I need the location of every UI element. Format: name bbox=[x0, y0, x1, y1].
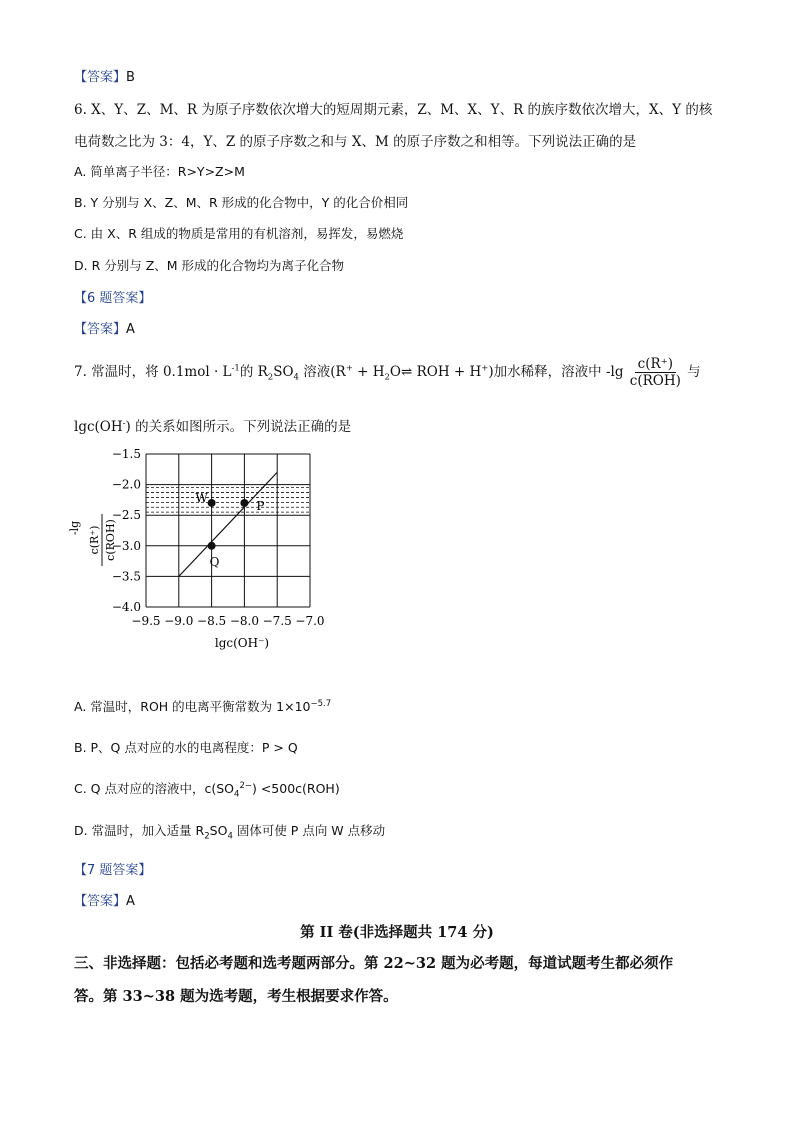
q6-section-tag: 【6 题答案】 bbox=[74, 291, 152, 306]
y-tick-label: −3.5 bbox=[111, 569, 141, 584]
y-tick-label: −2.5 bbox=[111, 508, 141, 523]
q7-option-text: D. 常温时，加入适量 R bbox=[74, 823, 205, 838]
y-axis-label bbox=[68, 514, 117, 566]
q7-option-d: D. 常温时，加入适量 $R_2SO_4$ 固体可使 P 点向 W 点移动 bbox=[74, 823, 386, 842]
q7-stem-text: lgc(OH bbox=[74, 419, 123, 435]
answer-tag: 【答案】 bbox=[74, 322, 127, 337]
q7-fraction bbox=[630, 356, 681, 389]
data-point-label: W bbox=[195, 490, 208, 505]
q7-chart bbox=[70, 440, 360, 660]
q7-stem-line2: lgc(OH-) 的关系如图所示。下列说法正确的是 bbox=[74, 418, 352, 435]
q6-option-b: B. Y 分别与 X、Z、M、R 形成的化合物中，Y 的化合价相同 bbox=[74, 195, 409, 210]
q7-option-text: C. Q 点对应的溶液中，c(SO bbox=[74, 781, 235, 796]
fraction-numerator: c(R⁺) bbox=[635, 356, 676, 373]
q7-stem-text: )加水稀释，溶液中 -lg bbox=[488, 364, 624, 380]
q7-stem-text: 溶液(R bbox=[298, 364, 346, 380]
x-axis-label: lgc(OH⁻) bbox=[214, 636, 270, 650]
q7-option-text: A. 常温时，ROH 的电离平衡常数为 1×10 bbox=[74, 699, 311, 714]
q7-option-text: 固体可使 P 点向 W 点移动 bbox=[232, 823, 386, 838]
part2-line1: 三、非选择题：包括必考题和选考题两部分。第 22~32 题为必考题，每道试题考生都必须作 bbox=[74, 955, 674, 972]
q6-option-d: D. R 分别与 Z、M 形成的化合物均为离子化合物 bbox=[74, 258, 345, 273]
x-tick-label: −8.5 bbox=[197, 614, 227, 628]
q7-option-a bbox=[74, 697, 331, 715]
data-point bbox=[240, 499, 248, 507]
q5-answer-line bbox=[74, 66, 135, 85]
q7-stem-text: ) 的关系如图所示。下列说法正确的是 bbox=[125, 419, 352, 435]
data-point-label: P bbox=[256, 498, 265, 513]
y-tick-label: −2.0 bbox=[111, 477, 141, 492]
part2-title: 第 II 卷(非选择题共 174 分) bbox=[300, 924, 494, 941]
q7-stem-text: SO bbox=[273, 364, 294, 380]
data-point-label: Q bbox=[209, 554, 220, 569]
q7-stem-line1: 7. 常温时，将 $0.1mol \cdot L^{-1}$的 $R_2SO_4$ 溶液($R^+ + H_2O\rightleftharpoons$ ROH + H+)加水稀释，溶液中 -lg $\frac{c(R^+)}{\text{c(ROH)}}$ 与 bbox=[74, 356, 701, 389]
q6-option-a: A. 简单离子半径：R>Y>Z>M bbox=[74, 164, 245, 179]
y-tick-label: −3.0 bbox=[111, 538, 141, 553]
data-point bbox=[208, 542, 216, 550]
answer-value: B bbox=[126, 70, 135, 85]
x-tick-label: −8.0 bbox=[229, 614, 259, 628]
data-point bbox=[208, 499, 216, 507]
answer-tag: 【答案】 bbox=[74, 894, 127, 909]
q7-stem-text: 与 bbox=[682, 364, 701, 380]
q7-stem-text: 的 R bbox=[239, 364, 268, 380]
y-axis-label-minus: -lg bbox=[68, 520, 81, 536]
part2-line2: 答。第 33~38 题为选考题，考生根据要求作答。 bbox=[74, 988, 398, 1005]
q7-stem-text: + H bbox=[352, 364, 385, 380]
y-tick-label: −4.0 bbox=[111, 600, 141, 614]
y-axis-label-num: c(R⁺) bbox=[88, 525, 101, 555]
x-tick-label: −9.0 bbox=[164, 614, 194, 628]
answer-tag: 【答案】 bbox=[74, 70, 127, 85]
y-axis-label-den: c(ROH) bbox=[104, 519, 117, 561]
q7-stem-text: 7. 常温时，将 0.1mol · L bbox=[74, 364, 232, 380]
x-tick-label: −7.0 bbox=[295, 614, 325, 628]
chart-grid bbox=[146, 454, 310, 607]
q6-answer-line bbox=[74, 318, 135, 337]
equilibrium-arrow: ⇌ bbox=[400, 364, 413, 380]
q7-option-text: ) <500c(ROH) bbox=[251, 781, 340, 796]
q7-stem-exp: -1 bbox=[231, 363, 240, 374]
q7-stem-text: O bbox=[389, 364, 401, 380]
q7-stem-text: ROH + H bbox=[412, 364, 482, 380]
q7-option-exp: −5.7 bbox=[310, 698, 332, 709]
x-tick-label: −9.5 bbox=[131, 614, 161, 628]
fraction-denominator: c(ROH) bbox=[629, 373, 681, 389]
q7-option-text: SO bbox=[209, 823, 228, 838]
q7-option-b: B. P、Q 点对应的水的电离程度：P > Q bbox=[74, 740, 298, 755]
answer-value: A bbox=[126, 322, 135, 337]
q7-option-c: C. Q 点对应的溶液中，$c(SO_4^{2-}) <500c(ROH)$ bbox=[74, 780, 340, 800]
dashed-band bbox=[146, 488, 310, 512]
q6-stem-line1: 6. X、Y、Z、M、R 为原子序数依次增大的短周期元素，Z、M、X、Y、R 的族序数依次增大，X、Y 的核 bbox=[74, 102, 713, 118]
q7-section-tag: 【7 题答案】 bbox=[74, 863, 152, 878]
chart-ticks bbox=[112, 447, 325, 628]
answer-value: A bbox=[126, 894, 135, 909]
q6-option-c: C. 由 X、R 组成的物质是常用的有机溶剂，易挥发，易燃烧 bbox=[74, 226, 404, 241]
q7-answer-line bbox=[74, 890, 135, 909]
y-tick-label: −1.5 bbox=[111, 447, 141, 461]
x-tick-label: −7.5 bbox=[262, 614, 292, 628]
q6-stem-line2: 电荷数之比为 3：4，Y、Z 的原子序数之和与 X、M 的原子序数之和相等。下列说法正确的是 bbox=[74, 134, 637, 150]
